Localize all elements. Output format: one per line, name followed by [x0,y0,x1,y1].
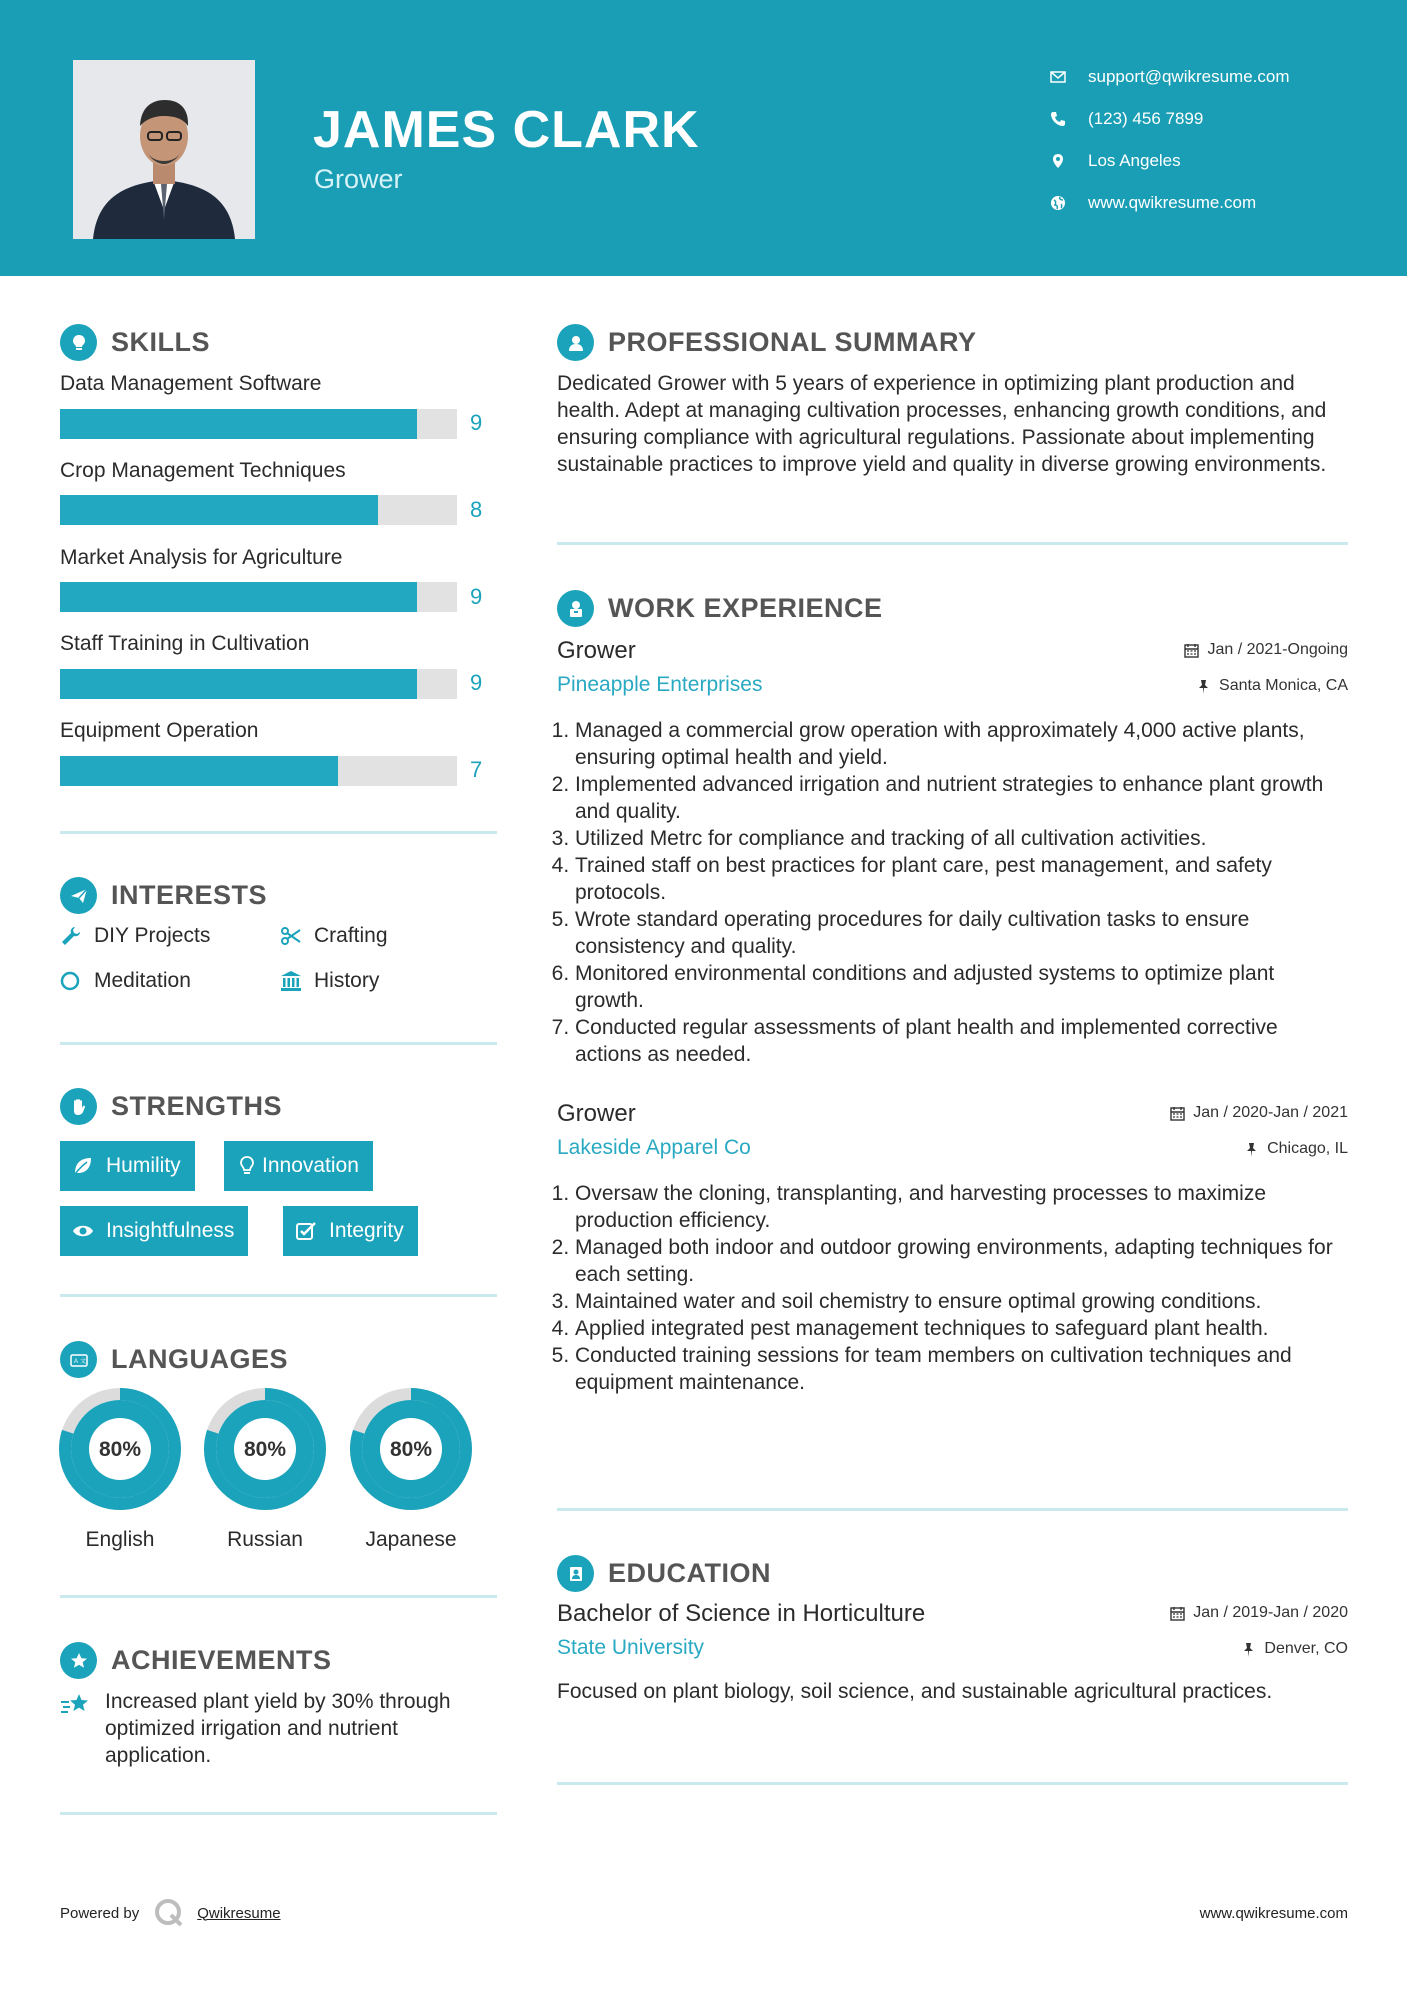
interest-label: Crafting [314,924,388,947]
responsibility-item: 4. Trained staff on best practices for plant care, pest management, and safety protocols. [575,852,1348,906]
experience-heading [557,590,883,627]
language-item [204,1388,326,1552]
summary-heading [557,324,977,361]
job-location-text: Chicago, IL [1267,1140,1348,1157]
language-name: Russian [227,1528,303,1551]
interest-item [60,969,191,993]
hand-icon [60,1088,97,1125]
interests-heading [60,877,267,914]
briefcase-icon [557,590,594,627]
globe-icon [1050,195,1088,211]
skill-bar-fill [60,495,378,525]
powered-by-text: Powered by [60,1904,140,1922]
education-dates [1170,1604,1348,1622]
education-entry [557,1600,1348,1705]
skill-bar-fill [60,409,417,439]
skill-score: 8 [470,497,483,522]
language-item [59,1388,181,1552]
skill-bar [60,409,457,439]
summary-text: Dedicated Grower with 5 years of experience in optimizing plant production and health. Adept at managing cultivation processes, enhancing growth conditions, and ensuring compliance with agricultural regulations. Passionate about implementing sustainable practices to improve yield and quality in diverse growing environments. [557,372,1327,476]
section-divider [60,1812,497,1815]
section-divider [60,1595,497,1598]
calendar-icon [1170,1106,1185,1121]
responsibility-item: 1. Oversaw the cloning, transplanting, and harvesting processes to maximize production efficiency. [575,1180,1348,1234]
language-percent: 80% [98,1438,142,1461]
interest-label: DIY Projects [94,924,211,947]
responsibility-item: 7. Conducted regular assessments of plant health and implemented corrective actions as needed. [575,1014,1348,1068]
skills-title: SKILLS [111,327,211,357]
interests-title: INTERESTS [111,880,268,910]
section-divider [557,542,1348,545]
job-location-text: Santa Monica, CA [1219,677,1348,694]
contact-phone-text: (123) 456 7899 [1088,109,1204,128]
calendar-icon [1184,643,1199,658]
shooting-star-icon [60,1688,105,1769]
education-location [1241,1640,1348,1658]
section-divider [557,1782,1348,1785]
paper-plane-icon [60,877,97,914]
star-badge-icon [60,1642,97,1679]
strengths-heading [60,1088,282,1125]
scissors-icon [280,925,314,947]
phone-icon [1050,111,1088,127]
job-location [1244,1140,1348,1158]
strength-label: Innovation [262,1154,359,1177]
languages-title: LANGUAGES [111,1344,289,1374]
section-divider [557,1508,1348,1511]
pin-icon [1241,1642,1256,1657]
language-icon [60,1341,97,1378]
achievements-title: ACHIEVEMENTS [111,1645,332,1675]
interest-item [60,924,210,948]
skill-score: 7 [470,757,483,782]
job-entry [557,637,1348,1068]
education-dates-text: Jan / 2019-Jan / 2020 [1193,1604,1348,1621]
job-company: Pineapple Enterprises [557,673,763,696]
responsibility-item: 3. Utilized Metrc for compliance and tracking of all cultivation activities. [575,825,1348,852]
interest-item [280,924,388,948]
eye-icon [72,1220,106,1242]
summary-title: PROFESSIONAL SUMMARY [608,327,977,357]
skill-score: 9 [470,670,483,695]
language-percent: 80% [243,1438,287,1461]
job-location [1196,677,1348,695]
school-name: State University [557,1636,705,1659]
skill-score: 9 [470,584,483,609]
education-heading [557,1555,771,1592]
strength-badge [60,1206,248,1256]
contact-location [1050,140,1390,182]
contact-location-text: Los Angeles [1088,151,1181,170]
language-percent: 80% [389,1438,433,1461]
strength-badge [224,1141,373,1191]
skill-bar [60,582,457,612]
pin-icon [1244,1142,1259,1157]
responsibility-item: 6. Monitored environmental conditions and adjusted systems to optimize plant growth. [575,960,1348,1014]
map-pin-icon [1050,153,1088,169]
svg-text:文: 文 [79,1358,86,1365]
job-entry [557,1100,1348,1396]
pin-icon [1196,679,1211,694]
svg-text:A: A [73,1358,78,1365]
language-ring [59,1388,181,1510]
section-divider [60,831,497,834]
responsibility-item: 2. Managed both indoor and outdoor growing environments, adapting techniques for each setting. [575,1234,1348,1288]
qwikresume-link[interactable]: Qwikresume [197,1904,281,1922]
checkbox-icon [295,1220,329,1242]
strength-badge [283,1206,418,1256]
user-icon [557,324,594,361]
footer-url[interactable]: www.qwikresume.com [1199,1905,1348,1922]
job-dates-text: Jan / 2020-Jan / 2021 [1193,1104,1348,1121]
language-ring [350,1388,472,1510]
skill-bar-fill [60,582,417,612]
job-responsibilities [557,1180,1348,1396]
experience-title: WORK EXPERIENCE [608,593,883,623]
responsibility-item: 4. Applied integrated pest management techniques to safeguard plant health. [575,1315,1348,1342]
calendar-icon [1170,1606,1185,1621]
circle-icon [60,970,94,992]
responsibility-item: 1. Managed a commercial grow operation with approximately 4,000 active plants, ensuring optimal health and yield. [575,717,1348,771]
footer-powered-by [60,1897,281,1929]
interest-item [280,969,379,993]
contact-email[interactable] [1050,56,1390,98]
skill-bar [60,669,457,699]
strength-label: Humility [106,1154,181,1177]
education-description: Focused on plant biology, soil science, and sustainable agricultural practices. [557,1680,1273,1703]
responsibility-item: 5. Conducted training sessions for team members on cultivation techniques and equipment maintenance. [575,1342,1348,1396]
skill-label: Staff Training in Cultivation [60,632,310,655]
languages-heading [60,1341,288,1378]
achievements-heading [60,1642,332,1679]
leaf-icon [72,1155,106,1177]
skill-label: Data Management Software [60,372,322,395]
lightbulb-icon [236,1155,262,1177]
achievement-text: Increased plant yield by 30% through optimized irrigation and nutrient application. [105,1690,451,1767]
job-title: Grower [557,1100,636,1127]
language-ring [204,1388,326,1510]
section-divider [60,1042,497,1045]
skill-bar [60,495,457,525]
candidate-role: Grower [314,164,403,194]
responsibility-item: 2. Implemented advanced irrigation and nutrient strategies to enhance plant growth and quality. [575,771,1348,825]
responsibility-item: 5. Wrote standard operating procedures for daily cultivation tasks to ensure consistency and quality. [575,906,1348,960]
contact-website[interactable] [1050,182,1390,224]
degree-title: Bachelor of Science in Horticulture [557,1600,926,1627]
contact-list [1050,56,1390,224]
skill-label: Crop Management Techniques [60,459,346,482]
graduate-icon [557,1555,594,1592]
museum-icon [280,970,314,992]
job-company: Lakeside Apparel Co [557,1136,751,1159]
language-name: English [85,1528,155,1551]
skill-score: 9 [470,410,483,435]
job-responsibilities [557,717,1348,1068]
achievement-item [60,1688,500,1769]
section-divider [60,1294,497,1297]
interest-label: History [314,969,380,992]
skill-bar [60,756,457,786]
language-item [350,1388,472,1552]
skill-bar-fill [60,756,338,786]
contact-website-text: www.qwikresume.com [1088,193,1257,212]
wrench-icon [60,925,94,947]
job-dates [1170,1104,1348,1122]
interest-label: Meditation [94,969,191,992]
education-location-text: Denver, CO [1264,1640,1348,1657]
resume-header [0,0,1407,276]
lightbulb-icon [60,324,97,361]
strength-label: Insightfulness [106,1219,235,1242]
job-dates-text: Jan / 2021-Ongoing [1207,641,1348,658]
contact-email-text: support@qwikresume.com [1088,67,1290,86]
strength-label: Integrity [329,1219,404,1242]
skills-heading [60,324,210,361]
candidate-name: JAMES CLARK [313,101,700,159]
job-title: Grower [557,637,636,664]
skill-label: Equipment Operation [60,719,259,742]
skill-bar-fill [60,669,417,699]
strengths-title: STRENGTHS [111,1091,283,1121]
job-dates [1184,641,1348,659]
skill-label: Market Analysis for Agriculture [60,546,343,569]
profile-photo [73,60,255,239]
strength-badge [60,1141,195,1191]
language-name: Japanese [365,1528,457,1551]
contact-phone[interactable] [1050,98,1390,140]
education-title: EDUCATION [608,1558,771,1588]
envelope-icon [1050,69,1088,85]
responsibility-item: 3. Maintained water and soil chemistry to ensure optimal growing conditions. [575,1288,1348,1315]
qwikresume-logo-icon [153,1897,185,1929]
